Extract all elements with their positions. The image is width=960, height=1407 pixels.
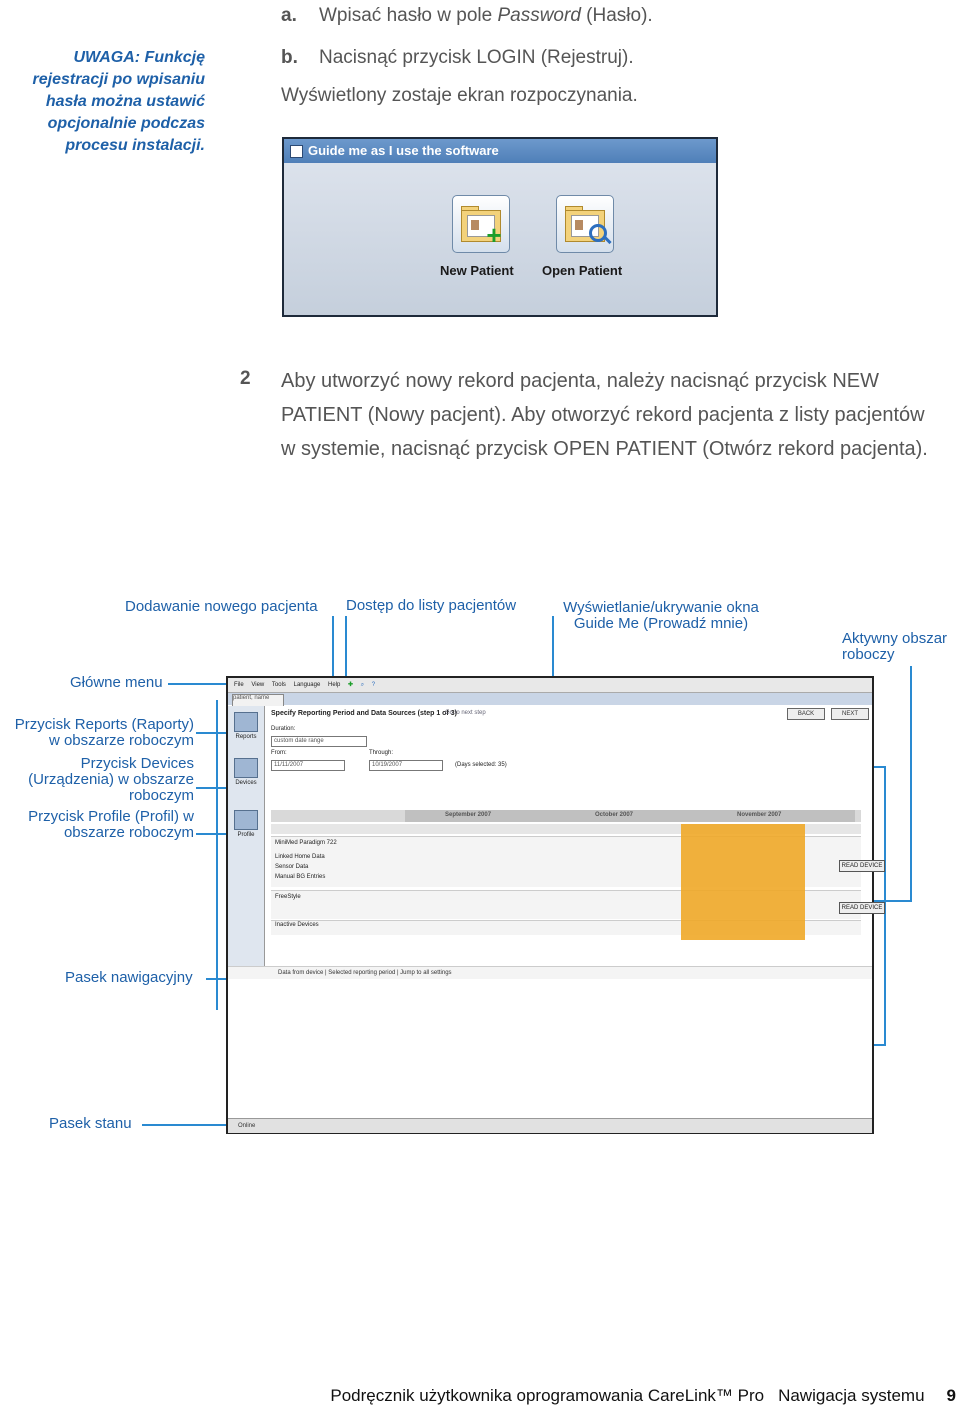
duration-select[interactable]: custom date range — [271, 736, 367, 747]
read-device-button[interactable]: READ DEVICE — [839, 860, 885, 872]
leader-line — [332, 616, 334, 678]
step-a — [281, 4, 653, 28]
nav-devices-label: Devices — [235, 780, 257, 786]
duration-label: Duration: — [271, 726, 296, 732]
device-row-label: FreeStyle — [275, 894, 301, 900]
app-main-screenshot — [226, 676, 883, 1134]
leader-line — [168, 683, 228, 685]
callout-reports: Przycisk Reports (Raporty) w obszarze roboczym — [14, 716, 194, 749]
callout-devices: Przycisk Devices (Urządzenia) w obszarze roboczym — [28, 755, 194, 804]
step-2-number: 2 — [240, 368, 251, 389]
device-row-label: Inactive Devices — [275, 922, 319, 928]
month-label: November 2007 — [737, 812, 782, 818]
legend-text: Data from device | Selected reporting period | Jump to all settings — [278, 970, 452, 976]
menu-view[interactable]: View — [251, 682, 265, 688]
leader-line — [910, 666, 912, 902]
add-patient-icon[interactable]: ✚ — [348, 682, 354, 688]
device-row-label: MiniMed Paradigm 722 — [275, 840, 337, 846]
device-row-label: Sensor Data — [275, 864, 309, 870]
patient-tab[interactable]: patient, name — [232, 694, 284, 707]
patient-face-icon — [575, 220, 583, 230]
status-text: Online — [238, 1123, 256, 1129]
selected-period-highlight — [681, 824, 805, 940]
plus-icon: + — [486, 220, 502, 250]
open-patient-label[interactable]: Open Patient — [542, 263, 623, 278]
menu-language[interactable]: Language — [293, 682, 321, 688]
step-a-letter: a. — [281, 5, 297, 26]
callout-nav-bar: Pasek nawigacyjny — [65, 969, 193, 986]
menu-file[interactable]: File — [234, 682, 244, 688]
active-workarea — [265, 706, 883, 966]
read-device-button[interactable]: READ DEVICE — [839, 902, 885, 914]
leader-line — [216, 700, 218, 1010]
from-label: From: — [271, 750, 287, 756]
leader-line — [552, 616, 554, 678]
page-number: 9 — [946, 1386, 956, 1405]
new-patient-label[interactable]: New Patient — [440, 263, 514, 278]
patient-tab-bar — [228, 693, 872, 705]
guide-me-bar — [284, 139, 716, 163]
menu-help[interactable]: Help — [327, 682, 341, 688]
month-label: September 2007 — [445, 812, 492, 818]
nav-bar — [228, 706, 265, 966]
calendar-months — [405, 810, 855, 822]
step-a-text-end: (Hasło). — [580, 5, 653, 26]
workarea-step-link[interactable]: Go to next step — [445, 710, 486, 716]
step-b — [281, 46, 634, 70]
reports-icon — [234, 712, 258, 732]
step-2-text: Aby utworzyć nowy rekord pacjenta, należy nacisnąć przycisk NEW PATIENT (Nowy pacjent). Aby otworzyć rekord pacjenta z listy pacjentów w systemie, nacisnąć przycisk OPEN PATIENT (Otwórz rekord pacjenta). — [281, 370, 928, 460]
start-screen-screenshot — [282, 137, 718, 317]
guide-me-checkbox[interactable] — [290, 145, 303, 158]
callout-profile: Przycisk Profile (Profil) w obszarze roboczym — [28, 808, 194, 841]
callout-active-workarea: Aktywny obszar roboczy — [842, 630, 948, 663]
devices-icon — [234, 758, 258, 778]
callout-add-patient: Dodawanie nowego pacjenta — [125, 598, 318, 615]
step-b-subtext: Wyświetlony zostaje ekran rozpoczynania. — [281, 85, 638, 106]
workarea-title: Specify Reporting Period and Data Sources (step 1 of 3) — [271, 710, 457, 717]
device-row-label: Manual BG Entries — [275, 874, 326, 880]
patient-face-icon — [471, 220, 479, 230]
guide-me-label: Guide me as I use the software — [308, 143, 499, 158]
next-button[interactable]: NEXT — [831, 708, 869, 720]
nav-profile-button[interactable] — [232, 810, 260, 838]
callout-patient-list: Dostęp do listy pacjentów — [346, 597, 517, 614]
nav-profile-label: Profile — [237, 832, 255, 838]
step-b-text: Nacisnąć przycisk LOGIN (Rejestruj). — [319, 47, 634, 68]
leader-line — [345, 616, 347, 678]
leader-line — [196, 833, 230, 835]
menu-tools[interactable]: Tools — [271, 682, 286, 688]
status-bar — [228, 1118, 872, 1133]
through-label: Through: — [369, 750, 394, 756]
page-footer — [316, 1386, 956, 1406]
footer-manual: Podręcznik użytkownika oprogramowania CareLink™ Pro — [330, 1386, 765, 1405]
through-date-field[interactable]: 10/19/2007 — [369, 760, 443, 771]
profile-icon — [234, 810, 258, 830]
nav-reports-label: Reports — [235, 734, 257, 740]
step-b-letter: b. — [281, 47, 298, 68]
main-menu-bar — [228, 678, 872, 693]
month-label: October 2007 — [595, 812, 634, 818]
days-selected: (Days selected: 35) — [455, 762, 507, 768]
guide-me-icon[interactable]: ? — [371, 682, 376, 688]
leader-line — [142, 1124, 228, 1126]
step-a-text: Wpisać hasło w pole — [319, 5, 498, 26]
callout-guide-toggle: Wyświetlanie/ukrywanie okna Guide Me (Prowadź mnie) — [563, 599, 759, 632]
open-patient-icon[interactable]: ⌕ — [360, 682, 365, 688]
callout-status-bar: Pasek stanu — [49, 1115, 132, 1132]
note-sidebar: UWAGA: Funkcję rejestracji po wpisaniu hasła można ustawić opcjonalnie podczas procesu instalacji. — [32, 49, 205, 154]
nav-reports-button[interactable] — [232, 712, 260, 740]
open-patient-button[interactable] — [556, 195, 614, 253]
leader-line — [196, 787, 230, 789]
legend-bar — [228, 966, 872, 979]
leader-line — [196, 732, 230, 734]
workarea-empty-space — [228, 979, 872, 1117]
callout-main-menu: Główne menu — [70, 674, 163, 691]
footer-section: Nawigacja systemu — [778, 1386, 925, 1405]
device-row-label: Linked Home Data — [275, 854, 325, 860]
step-a-password: Password — [497, 5, 581, 26]
from-date-field[interactable]: 11/11/2007 — [271, 760, 345, 771]
new-patient-button[interactable] — [452, 195, 510, 253]
nav-devices-button[interactable] — [232, 758, 260, 786]
back-button[interactable]: BACK — [787, 708, 825, 720]
